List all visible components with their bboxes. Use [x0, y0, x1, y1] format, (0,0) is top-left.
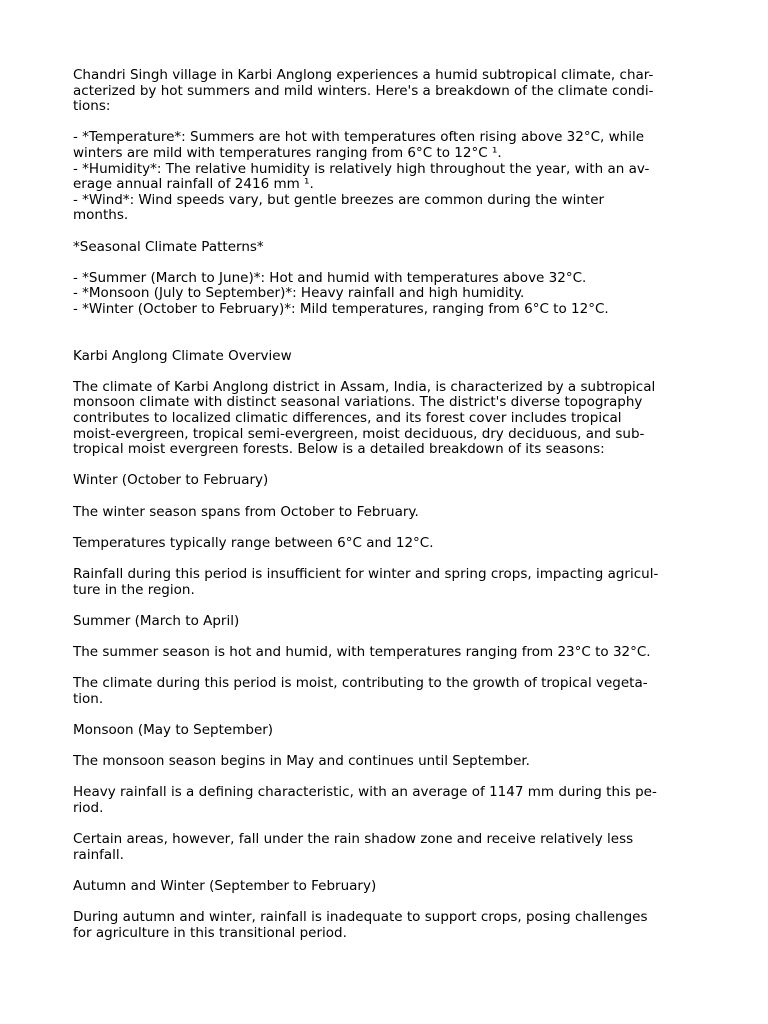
text-line: contributes to localized climatic differences, and its forest cover includes tropical [73, 410, 622, 427]
text-line: riod. [73, 799, 104, 816]
text-line: The climate during this period is moist, contributing to the growth of tropical vegeta- [73, 675, 648, 692]
paragraph-gap [73, 863, 698, 879]
text-line: Autumn and Winter (September to February) [73, 877, 377, 894]
paragraph-gap [73, 364, 698, 380]
text-line: Rainfall during this period is insufficient for winter and spring crops, impacting agricul- [73, 566, 659, 582]
paragraph-gap [73, 551, 698, 567]
text-line: The climate of Karbi Anglong district in Assam, India, is characterized by a subtropical [73, 378, 656, 395]
paragraph [73, 832, 698, 863]
text-line: Certain areas, however, fall under the rain shadow zone and receive relatively less [73, 831, 634, 848]
paragraph-gap [73, 598, 698, 614]
section-spacer [73, 333, 698, 349]
paragraph [73, 536, 698, 552]
paragraph-gap [73, 707, 698, 723]
paragraph-gap [73, 458, 698, 474]
paragraph-gap [73, 661, 698, 677]
paragraph [73, 676, 698, 707]
text-line: - *Temperature*: Summers are hot with temperatures often rising above 32°C, while [73, 129, 645, 146]
paragraph [73, 645, 698, 661]
paragraph [73, 68, 698, 115]
text-line: Temperatures typically range between 6°C and 12°C. [73, 534, 434, 551]
paragraph [73, 567, 698, 598]
text-line: Summer (March to April) [73, 612, 240, 629]
text-line: Winter (October to February) [73, 472, 269, 489]
text-line: Karbi Anglong Climate Overview [73, 347, 292, 364]
text-line: - *Winter (October to February)*: Mild temperatures, ranging from 6°C to 12°C. [73, 300, 609, 317]
text-line: ture in the region. [73, 581, 195, 598]
text-line: tion. [73, 690, 104, 707]
text-line: moist-evergreen, tropical semi-evergreen, moist deciduous, dry deciduous, and sub- [73, 425, 645, 442]
paragraph [73, 879, 698, 895]
paragraph-gap [73, 224, 698, 240]
text-line: Chandri Singh village in Karbi Anglong experiences a humid subtropical climate, char- [73, 67, 654, 83]
text-line: The winter season spans from October to February. [73, 503, 419, 520]
text-line: monsoon climate with distinct seasonal variations. The district's diverse topography [73, 394, 643, 411]
paragraph-gap [73, 770, 698, 786]
paragraph-gap [73, 739, 698, 755]
paragraph [73, 505, 698, 521]
paragraph-gap [73, 318, 698, 334]
text-line: tropical moist evergreen forests. Below is a detailed breakdown of its seasons: [73, 441, 605, 458]
paragraph-gap [73, 255, 698, 271]
paragraph-gap [73, 489, 698, 505]
text-line: - *Summer (March to June)*: Hot and humid with temperatures above 32°C. [73, 269, 587, 286]
paragraph [73, 240, 698, 256]
text-line: The monsoon season begins in May and continues until September. [73, 753, 530, 770]
paragraph [73, 349, 698, 365]
paragraph [73, 614, 698, 630]
paragraph [73, 271, 698, 318]
text-line: rainfall. [73, 846, 124, 863]
text-line: Heavy rainfall is a defining characteristic, with an average of 1147 mm during this pe- [73, 784, 657, 801]
text-line: months. [73, 207, 129, 224]
paragraph-gap [73, 520, 698, 536]
paragraph [73, 723, 698, 739]
paragraph-gap [73, 817, 698, 833]
text-line: acterized by hot summers and mild winters. Here's a breakdown of the climate condi- [73, 82, 654, 99]
text-line: erage annual rainfall of 2416 mm ¹. [73, 176, 314, 193]
paragraph [73, 910, 698, 941]
paragraph-gap [73, 894, 698, 910]
text-line: During autumn and winter, rainfall is inadequate to support crops, posing challenges [73, 909, 648, 926]
text-line: *Seasonal Climate Patterns* [73, 238, 264, 255]
text-line: - *Humidity*: The relative humidity is relatively high throughout the year, with an av- [73, 160, 650, 177]
paragraph-gap [73, 115, 698, 131]
paragraph [73, 785, 698, 816]
paragraph [73, 473, 698, 489]
paragraph [73, 380, 698, 458]
text-line: tions: [73, 98, 111, 115]
text-line: - *Monsoon (July to September)*: Heavy rainfall and high humidity. [73, 285, 525, 302]
paragraph [73, 754, 698, 770]
text-line: - *Wind*: Wind speeds vary, but gentle breezes are common during the winter [73, 191, 605, 208]
text-line: The summer season is hot and humid, with temperatures ranging from 23°C to 32°C. [73, 643, 651, 660]
text-line: for agriculture in this transitional period. [73, 924, 347, 941]
text-line: Monsoon (May to September) [73, 721, 274, 738]
text-line: winters are mild with temperatures ranging from 6°C to 12°C ¹. [73, 144, 502, 161]
paragraph [73, 130, 698, 224]
paragraph-gap [73, 629, 698, 645]
document-body [73, 68, 698, 941]
